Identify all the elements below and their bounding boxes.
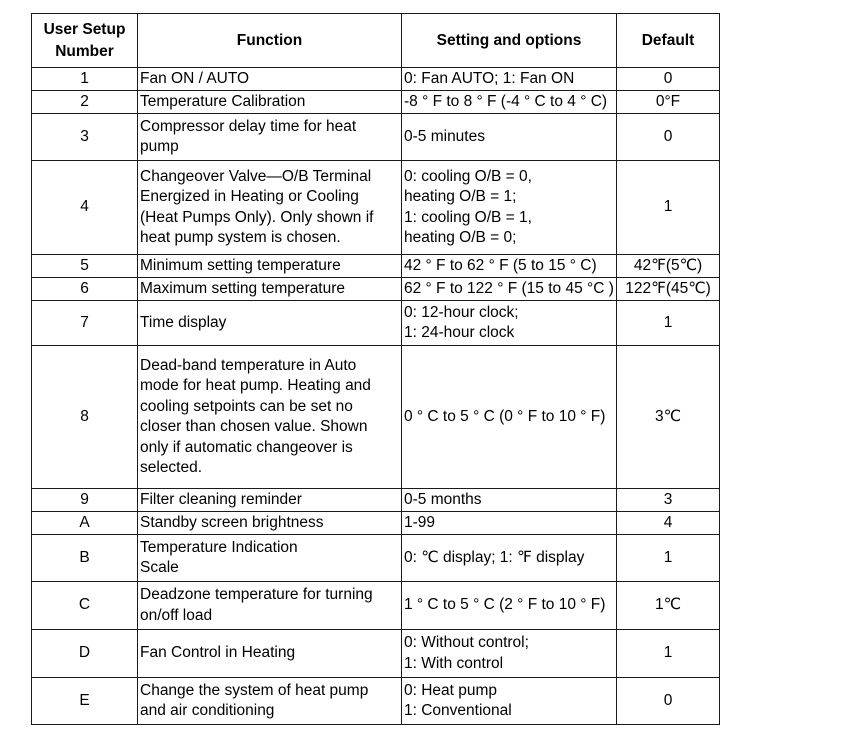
function-line: Filter cleaning reminder xyxy=(140,490,302,508)
option-line: 0: Heat pump xyxy=(404,681,498,699)
options-cell xyxy=(402,255,617,278)
option-line: 0: 12-hour clock; xyxy=(404,303,519,321)
option-line: -8 ° F to 8 ° F (-4 ° C to 4 ° C) xyxy=(404,92,608,110)
option-line: 1: 24-hour clock xyxy=(404,324,515,341)
option-line: 0 ° C to 5 ° C (0 ° F to 10 ° F) xyxy=(404,407,606,425)
default-cell: 1 xyxy=(617,161,720,255)
header-number xyxy=(32,14,138,68)
function-line: Compressor delay time for heat xyxy=(140,117,357,135)
setup-number-cell: 2 xyxy=(32,91,138,114)
function-cell xyxy=(138,91,402,114)
option-line: 0: ℃ display; 1: ℉ display xyxy=(404,548,585,566)
function-line: Temperature Calibration xyxy=(140,92,306,110)
function-line: heat pump system is chosen. xyxy=(140,229,341,246)
option-line: 42 ° F to 62 ° F (5 to 15 ° C) xyxy=(404,256,597,274)
table-row xyxy=(32,512,720,535)
default-cell: 1 xyxy=(617,630,720,678)
function-line: Scale xyxy=(140,559,179,576)
options-cell xyxy=(402,678,617,725)
options-cell xyxy=(402,512,617,535)
option-line: 62 ° F to 122 ° F (15 to 45 °C ) xyxy=(404,279,614,297)
function-line: (Heat Pumps Only). Only shown if xyxy=(140,208,374,226)
default-cell: 0°F xyxy=(617,91,720,114)
table-row xyxy=(32,161,720,255)
function-line: Energized in Heating or Cooling xyxy=(140,188,359,205)
option-line: 0: Fan AUTO; 1: Fan ON xyxy=(404,69,575,87)
option-line: 0: cooling O/B = 0, xyxy=(404,167,532,185)
default-cell: 122℉(45℃) xyxy=(617,278,720,301)
function-line: on/off load xyxy=(140,606,213,624)
function-line: Dead-band temperature in Auto xyxy=(140,356,357,374)
function-cell xyxy=(138,678,402,725)
setup-number-cell: C xyxy=(32,582,138,630)
setup-number-cell: 9 xyxy=(32,489,138,512)
setup-number-cell: E xyxy=(32,678,138,725)
function-line: Time display xyxy=(140,313,227,331)
option-line: heating O/B = 1; xyxy=(404,188,517,205)
header-function: Function xyxy=(138,14,402,68)
function-cell xyxy=(138,630,402,678)
table-row xyxy=(32,582,720,630)
function-cell xyxy=(138,346,402,489)
option-line: 1: cooling O/B = 1, xyxy=(404,208,532,226)
table-row xyxy=(32,114,720,161)
setup-number-cell: 6 xyxy=(32,278,138,301)
setup-number-cell: 1 xyxy=(32,68,138,91)
setup-number-cell: A xyxy=(32,512,138,535)
table-row xyxy=(32,301,720,346)
options-cell xyxy=(402,489,617,512)
table-row xyxy=(32,535,720,582)
function-line: Change the system of heat pump xyxy=(140,681,369,699)
table-row xyxy=(32,630,720,678)
function-cell xyxy=(138,512,402,535)
function-cell xyxy=(138,68,402,91)
options-cell xyxy=(402,630,617,678)
setup-number-cell: 8 xyxy=(32,346,138,489)
function-line: Fan Control in Heating xyxy=(140,644,296,662)
default-cell: 3 xyxy=(617,489,720,512)
function-line: closer than chosen value. Shown xyxy=(140,418,368,435)
setup-number-cell: B xyxy=(32,535,138,582)
table-row xyxy=(32,346,720,489)
options-cell xyxy=(402,346,617,489)
default-cell: 42℉(5℃) xyxy=(617,255,720,278)
table-row xyxy=(32,255,720,278)
default-cell: 0 xyxy=(617,114,720,161)
setup-number-cell: 7 xyxy=(32,301,138,346)
function-line: mode for heat pump. Heating and xyxy=(140,377,371,394)
default-cell: 1 xyxy=(617,301,720,346)
header-number-line1: User Setup xyxy=(43,20,126,38)
function-line: Minimum setting temperature xyxy=(140,256,341,274)
function-line: Fan ON / AUTO xyxy=(140,69,250,87)
options-cell xyxy=(402,278,617,301)
function-line: only if automatic changeover is xyxy=(140,438,353,456)
options-cell xyxy=(402,161,617,255)
setup-number-cell: 3 xyxy=(32,114,138,161)
setup-number-cell: 4 xyxy=(32,161,138,255)
function-cell xyxy=(138,278,402,301)
table-row xyxy=(32,68,720,91)
user-setup-table xyxy=(31,13,720,725)
table-row xyxy=(32,489,720,512)
options-cell xyxy=(402,68,617,91)
options-cell xyxy=(402,91,617,114)
function-line: pump xyxy=(140,138,179,155)
option-line: 1-99 xyxy=(404,513,436,531)
default-cell: 0 xyxy=(617,678,720,725)
option-line: 0-5 months xyxy=(404,490,482,508)
function-cell xyxy=(138,489,402,512)
default-cell: 0 xyxy=(617,68,720,91)
table-row xyxy=(32,91,720,114)
option-line: 1 ° C to 5 ° C (2 ° F to 10 ° F) xyxy=(404,596,606,614)
function-line: cooling setpoints can be set no xyxy=(140,397,353,415)
option-line: heating O/B = 0; xyxy=(404,229,517,246)
header-default: Default xyxy=(617,14,720,68)
header-row xyxy=(32,14,720,68)
setup-number-cell: D xyxy=(32,630,138,678)
table-row xyxy=(32,678,720,725)
options-cell xyxy=(402,114,617,161)
default-cell: 1 xyxy=(617,535,720,582)
function-cell xyxy=(138,301,402,346)
function-line: Temperature Indication xyxy=(140,538,298,556)
table-row xyxy=(32,278,720,301)
options-cell xyxy=(402,582,617,630)
function-cell xyxy=(138,582,402,630)
option-line: 1: With control xyxy=(404,654,504,672)
function-cell xyxy=(138,161,402,255)
option-line: 0: Without control; xyxy=(404,634,529,651)
setup-number-cell: 5 xyxy=(32,255,138,278)
function-cell xyxy=(138,535,402,582)
function-line: Standby screen brightness xyxy=(140,513,324,531)
option-line: 1: Conventional xyxy=(404,702,512,719)
default-cell: 1℃ xyxy=(617,582,720,630)
default-cell: 4 xyxy=(617,512,720,535)
function-line: Deadzone temperature for turning xyxy=(140,586,373,603)
header-number-line2: Number xyxy=(55,42,114,60)
function-cell xyxy=(138,114,402,161)
option-line: 0-5 minutes xyxy=(404,127,485,145)
function-line: Changeover Valve—O/B Terminal xyxy=(140,167,372,185)
function-line: Maximum setting temperature xyxy=(140,279,346,297)
options-cell xyxy=(402,301,617,346)
default-cell: 3℃ xyxy=(617,346,720,489)
header-options: Setting and options xyxy=(402,14,617,68)
function-line: and air conditioning xyxy=(140,702,275,719)
options-cell xyxy=(402,535,617,582)
function-line: selected. xyxy=(140,459,203,476)
function-cell xyxy=(138,255,402,278)
